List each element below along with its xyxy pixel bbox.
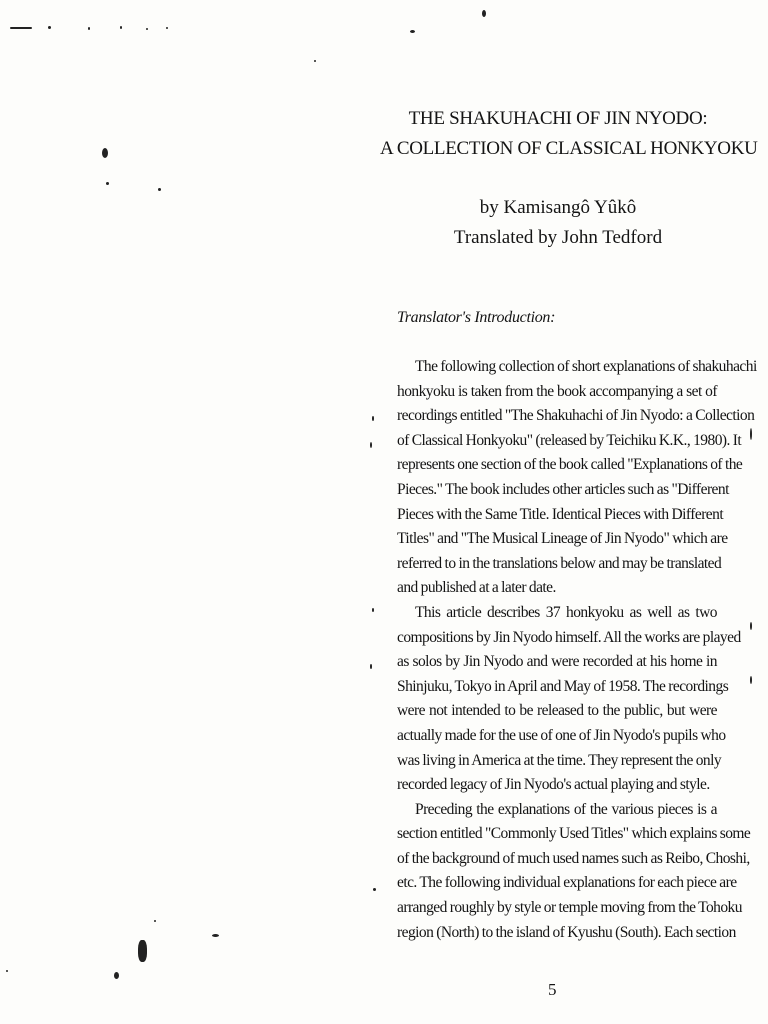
scan-speck	[373, 888, 376, 891]
body-line: was living in America at the time. They represent the only	[397, 751, 722, 769]
body-line: The following collection of short explanations of shakuhachi	[415, 358, 757, 375]
body-line: of Classical Honkyoku" (released by Teichiku K.K., 1980). It	[397, 431, 742, 449]
scan-speck	[750, 428, 752, 440]
body-line: Preceding the explanations of the various pieces is a	[415, 800, 717, 818]
body-line: honkyoku is taken from the book accompanying a set of	[397, 382, 717, 400]
page-number: 5	[548, 980, 557, 999]
body-line: and published at a later date.	[397, 579, 556, 597]
body-line: recordings entitled "The Shakuhachi of Jin Nyodo: a Collection	[397, 407, 755, 425]
scan-speck	[102, 148, 108, 158]
document-title	[380, 104, 758, 164]
byline	[380, 193, 736, 253]
body-line: as solos by Jin Nyodo and were recorded at his home in	[397, 653, 717, 671]
body-line: represents one section of the book called "Explanations of the	[397, 456, 743, 474]
body-line: region (North) to the island of Kyushu (South). Each section	[397, 923, 736, 941]
scan-speck	[88, 27, 90, 30]
scan-speck	[750, 622, 752, 630]
body-line: Pieces." The book includes other articles such as "Different	[397, 480, 729, 498]
scan-speck	[372, 608, 374, 612]
scan-speck	[482, 10, 486, 17]
scan-speck	[146, 28, 148, 30]
scan-speck	[370, 442, 372, 448]
body-line: recorded legacy of Jin Nyodo's actual playing and style.	[397, 776, 710, 794]
scan-speck	[154, 920, 156, 922]
body-line: arranged roughly by style or temple moving from the Tohoku	[397, 899, 742, 917]
scan-speck	[106, 182, 109, 185]
body-paragraphs	[397, 355, 757, 945]
scan-speck	[370, 664, 372, 669]
scan-speck	[138, 940, 147, 962]
scan-speck	[6, 970, 8, 972]
translator-line: Translated by John Tedford	[453, 227, 663, 248]
scan-speck	[166, 27, 168, 29]
scan-speck	[48, 26, 51, 29]
title-line-1: THE SHAKUHACHI OF JIN NYODO:	[408, 108, 708, 129]
body-line: etc. The following individual explanations for each piece are	[397, 874, 737, 892]
scan-speck	[120, 26, 122, 29]
body-line: Shinjuku, Tokyo in April and May of 1958. The recordings	[397, 677, 729, 695]
body-line: compositions by Jin Nyodo himself. All the works are played	[397, 628, 741, 646]
body-line: were not intended to be released to the public, but were	[397, 702, 717, 720]
title-line-2: A COLLECTION OF CLASSICAL HONKYOKU	[380, 138, 758, 159]
scan-speck	[750, 676, 752, 684]
scan-speck	[410, 30, 415, 33]
body-line: referred to in the translations below and may be translated	[397, 554, 722, 572]
author-line: by Kamisangô Yûkô	[479, 197, 637, 218]
scan-speck	[372, 416, 374, 421]
scan-speck	[314, 60, 316, 62]
section-heading: Translator's Introduction:	[397, 309, 556, 326]
body-line: of the background of much used names such as Reibo, Choshi,	[397, 849, 750, 867]
scan-speck	[212, 934, 219, 937]
body-line: Titles" and "The Musical Lineage of Jin Nyodo" which are	[397, 530, 728, 548]
body-line: section entitled "Commonly Used Titles" which explains some	[397, 825, 751, 843]
body-line: Pieces with the Same Title. Identical Pieces with Different	[397, 505, 724, 523]
body-line: actually made for the use of one of Jin Nyodo's pupils who	[397, 726, 726, 744]
body-line: This article describes 37 honkyoku as well as two	[415, 603, 717, 621]
scan-speck	[158, 188, 161, 191]
scan-speck	[114, 972, 119, 979]
scan-speck	[10, 27, 32, 29]
